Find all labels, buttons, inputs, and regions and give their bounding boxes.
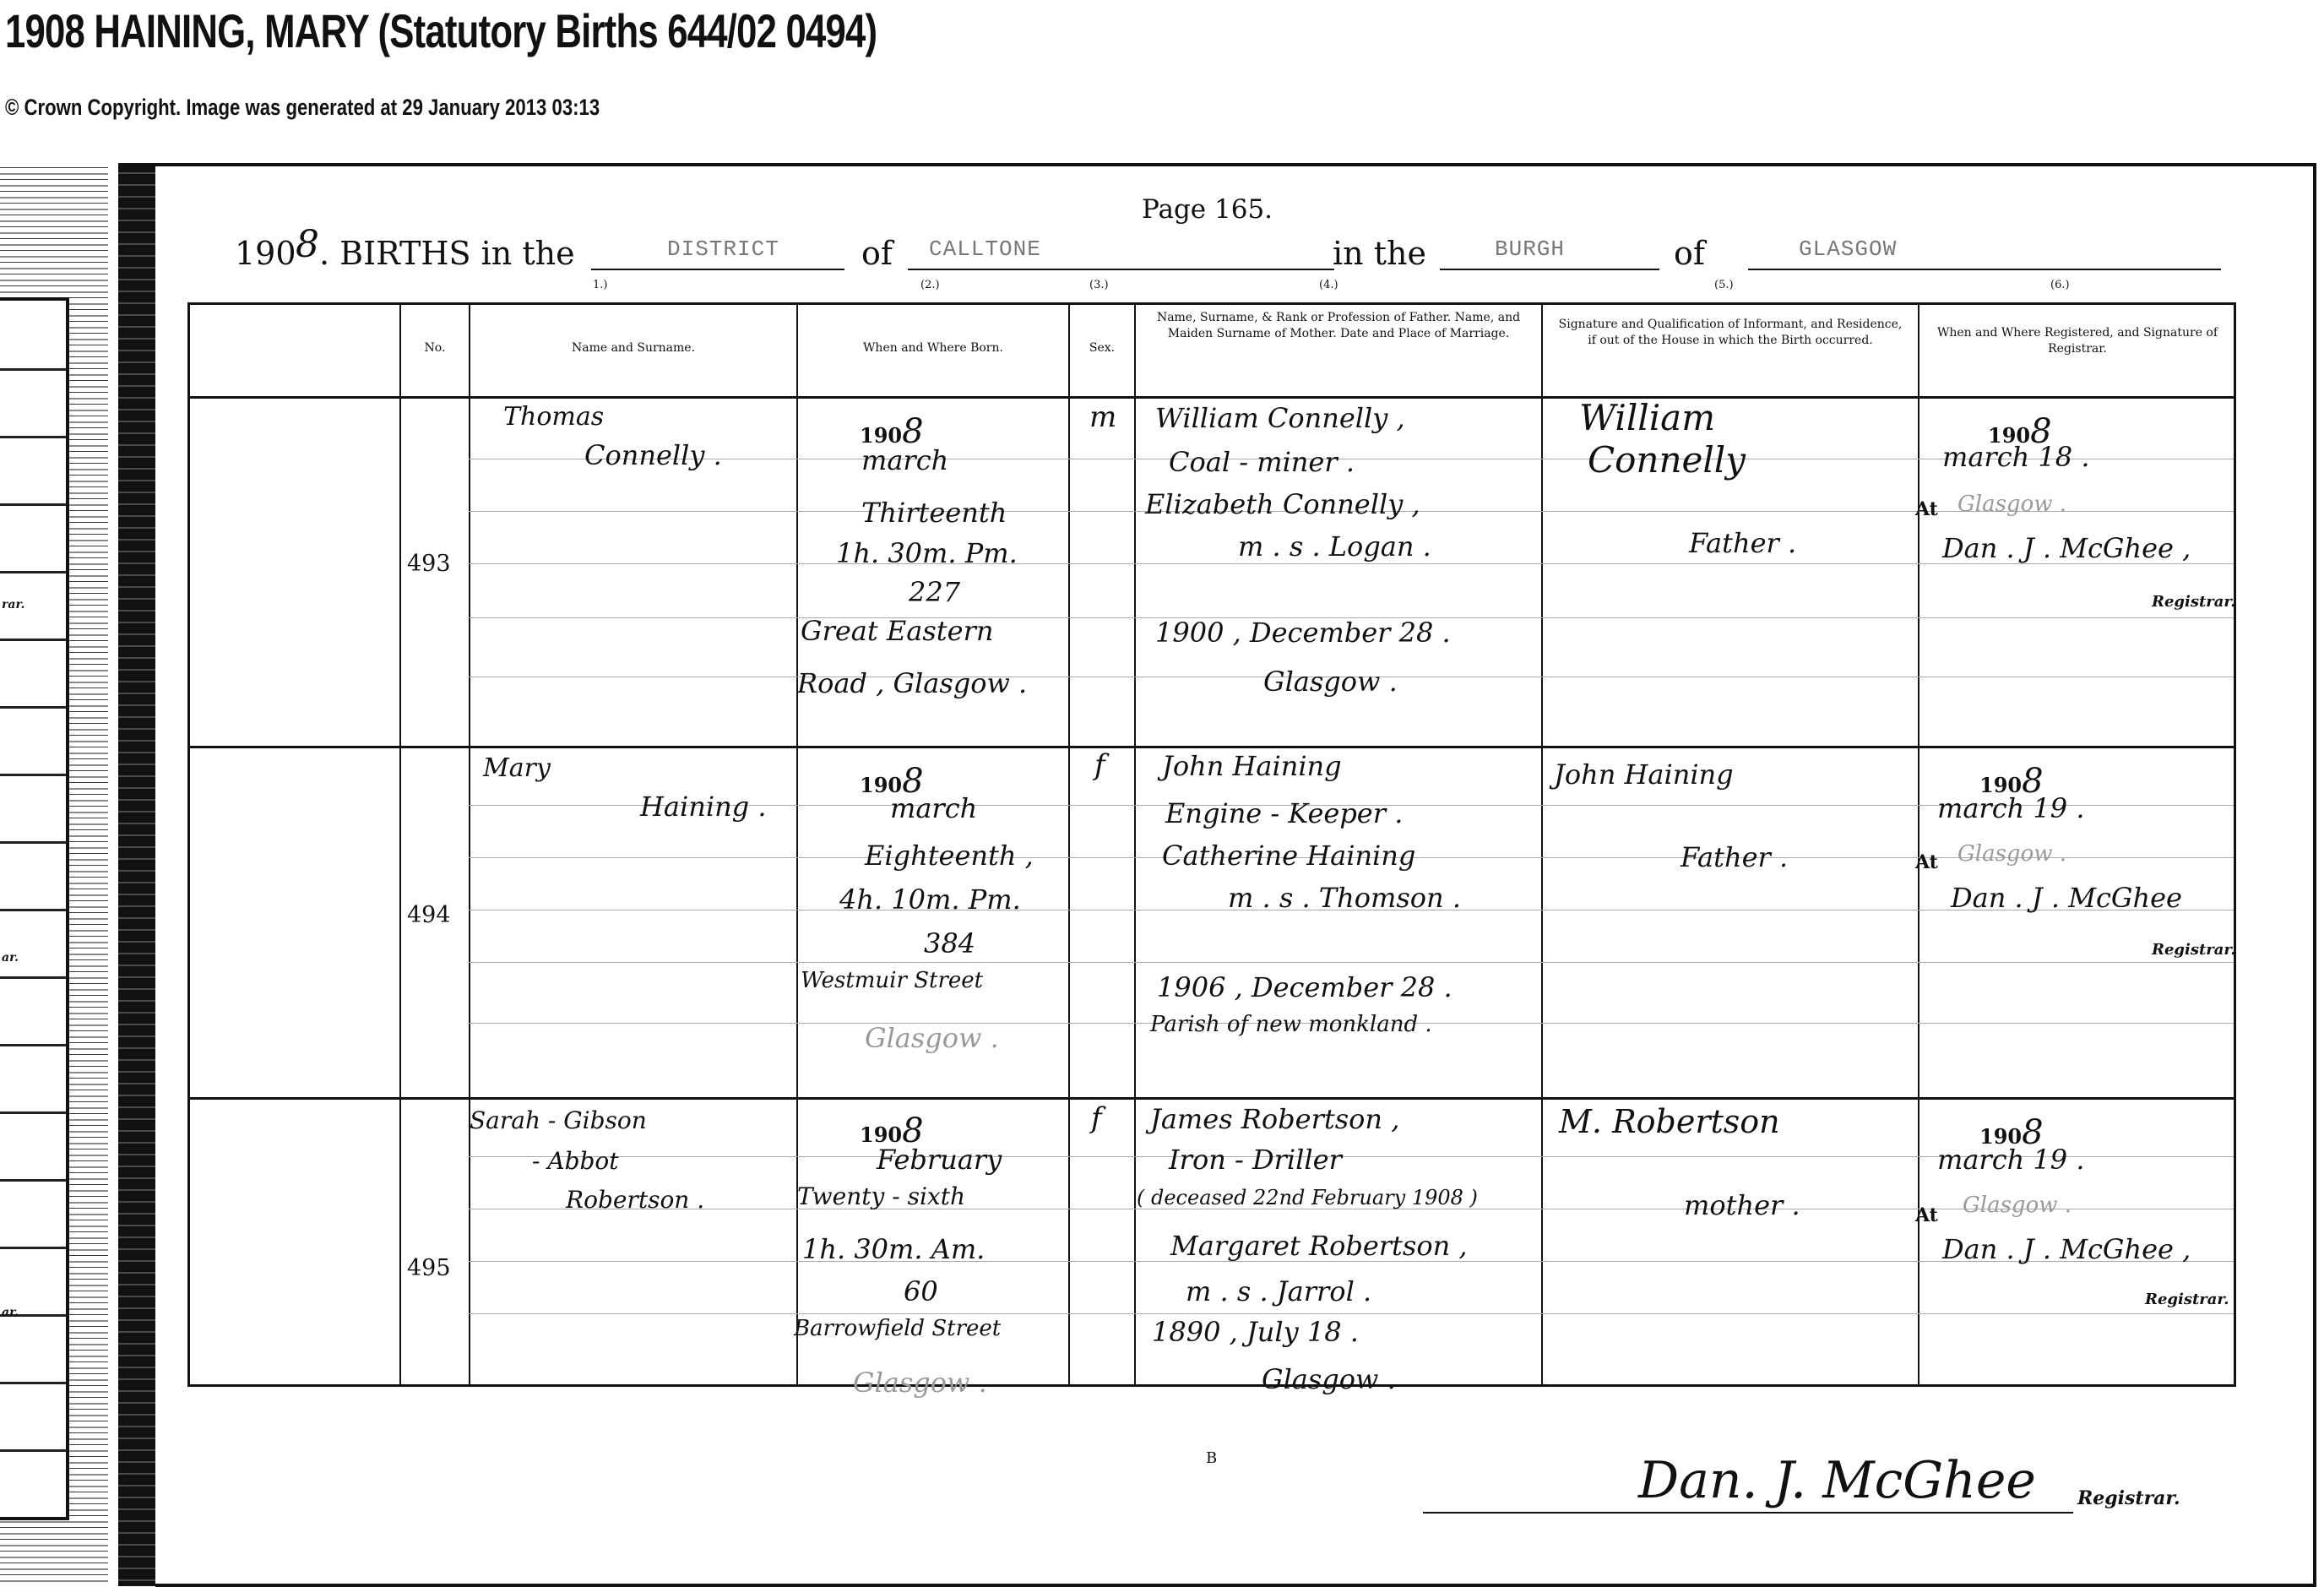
registrar-fragment: rar. — [2, 598, 25, 611]
registrar-label: Registrar. — [2145, 1291, 2229, 1308]
marriage-place: Glasgow . — [1263, 666, 1398, 698]
header-row-line — [190, 396, 2234, 399]
birth-place: Glasgow . — [865, 1022, 999, 1054]
birth-house-number: 227 — [909, 576, 961, 608]
mother-name: Margaret Robertson , — [1170, 1230, 1468, 1262]
registrar-fragment: ar. — [2, 951, 19, 965]
registration-date: march 19 . — [1937, 792, 2085, 824]
birth-time: 1h. 30m. Pm. — [836, 537, 1018, 569]
registrar-label: Registrar. — [2152, 593, 2236, 611]
of-label-2: of — [1674, 235, 1705, 272]
birth-year: 1908 — [860, 762, 924, 801]
birth-place: Road , Glasgow . — [797, 667, 1028, 699]
column-divider — [469, 305, 470, 1384]
column-divider — [1541, 305, 1543, 1384]
previous-page-table — [0, 297, 69, 1520]
registration-year: 1908 — [1979, 1113, 2044, 1152]
registrar-signature: Dan . J . McGhee , — [1942, 532, 2191, 564]
entry-number: 494 — [407, 902, 451, 928]
column-number: 1.) — [593, 279, 608, 291]
birth-house-number: 60 — [904, 1275, 938, 1307]
marriage-date: 1900 , December 28 . — [1155, 617, 1451, 649]
registration-place: Glasgow . — [1963, 1193, 2072, 1218]
father-name: William Connelly , — [1155, 402, 1405, 434]
column-number: (6.) — [2050, 279, 2070, 291]
copyright-notice: © Crown Copyright. Image was generated at 29 January 2013 03:13 — [5, 95, 600, 120]
year-digit: 8 — [296, 223, 319, 266]
birth-day: Thirteenth — [861, 497, 1007, 529]
father-occupation: Coal - miner . — [1169, 446, 1355, 478]
registration-place: Glasgow . — [1957, 841, 2067, 867]
sex: f — [1094, 748, 1105, 782]
marriage-place: Glasgow . — [1262, 1363, 1396, 1395]
column-divider — [1134, 305, 1136, 1384]
burgh-name-underline — [1748, 269, 2221, 270]
entry-number: 495 — [407, 1255, 451, 1281]
mother-maiden-name: m . s . Jarrol . — [1186, 1275, 1372, 1307]
registrar-signature: Dan . J . McGhee — [1951, 882, 2182, 914]
birth-street: Great Eastern — [801, 615, 994, 647]
child-surname: Haining . — [640, 791, 767, 823]
registered-at-label: At — [1915, 851, 1938, 873]
mother-name: Elizabeth Connelly , — [1145, 488, 1420, 520]
district-stamp: DISTRICT — [667, 236, 779, 262]
child-first-name: Sarah - Gibson — [470, 1106, 647, 1134]
birth-time: 1h. 30m. Am. — [802, 1233, 986, 1265]
father-occupation: Iron - Driller — [1169, 1144, 1342, 1176]
registration-year: 1908 — [1988, 412, 2052, 451]
marriage-date: 1890 , July 18 . — [1152, 1316, 1359, 1348]
entry-number: 493 — [407, 551, 451, 577]
signature-line — [1423, 1512, 2073, 1514]
burgh-stamp: BURGH — [1495, 236, 1566, 262]
burgh-name-stamp: GLASGOW — [1799, 236, 1898, 262]
header-name: Name and Surname. — [571, 341, 696, 355]
birth-place: Glasgow . — [853, 1367, 987, 1399]
registrar-fragment: ar. — [2, 1306, 19, 1319]
column-number: (4.) — [1319, 279, 1338, 291]
column-divider — [399, 305, 401, 1384]
record-title: 1908 HAINING, MARY (Statutory Births 644/02 0494) — [5, 4, 877, 57]
birth-month: march — [890, 792, 978, 824]
informant-relation: Father . — [1689, 527, 1797, 559]
header-informant: Signature and Qualification of Informant, and Residence, if out of the House in which the Birth occurred. — [1558, 318, 1903, 347]
mother-maiden-name: m . s . Thomson . — [1228, 882, 1461, 914]
informant-signature: William — [1579, 397, 1716, 438]
header-parents: Name, Surname, & Rank or Profession of Father. Name, and Maiden Surname of Mother. Date and Place of Marriage. — [1156, 311, 1521, 340]
birth-month: February — [877, 1144, 1002, 1176]
registered-at-label: At — [1915, 1204, 1938, 1226]
header-registered: When and Where Registered, and Signature of Registrar. — [1936, 326, 2218, 356]
marriage-date: 1906 , December 28 . — [1157, 971, 1452, 1003]
district-name-stamp: CALLTONE — [929, 236, 1041, 262]
entry-divider — [190, 1097, 2234, 1100]
district-underline — [591, 269, 844, 270]
child-middle-name: - Abbot — [532, 1147, 619, 1175]
year-prefix: 190 — [235, 235, 296, 272]
sex: m — [1089, 400, 1117, 434]
district-name-underline — [908, 269, 1334, 270]
header-sex: Sex. — [1089, 341, 1116, 355]
child-first-name: Mary — [483, 753, 551, 783]
book-binding — [118, 163, 155, 1586]
child-surname: Connelly . — [584, 439, 722, 471]
header-when-where-born: When and Where Born. — [863, 341, 1003, 355]
registration-date: march 19 . — [1937, 1144, 2085, 1176]
in-the-label: in the — [1333, 235, 1426, 272]
births-heading: . BIRTHS in the — [319, 235, 575, 272]
registrar-signature: Dan . J . McGhee , — [1942, 1233, 2191, 1265]
registrar-footer-label: Registrar. — [2077, 1487, 2180, 1509]
birth-house-number: 384 — [924, 927, 976, 959]
mother-name: Catherine Haining — [1162, 840, 1416, 872]
informant-signature: M. Robertson — [1559, 1103, 1780, 1140]
birth-day: Twenty - sixth — [797, 1182, 965, 1210]
birth-year: 1908 — [860, 1111, 924, 1150]
page-marker: B — [1206, 1449, 1218, 1467]
informant-signature-2: Connelly — [1588, 439, 1746, 481]
header-no: No. — [424, 341, 446, 355]
birth-year: 1908 — [860, 412, 924, 451]
father-note: ( deceased 22nd February 1908 ) — [1137, 1186, 1478, 1209]
column-number: (5.) — [1714, 279, 1734, 291]
child-first-name: Thomas — [503, 402, 605, 432]
birth-time: 4h. 10m. Pm. — [839, 883, 1021, 916]
informant-relation: mother . — [1684, 1189, 1800, 1221]
father-name: James Robertson , — [1150, 1103, 1400, 1135]
mother-maiden-name: m . s . Logan . — [1238, 530, 1431, 563]
of-label: of — [861, 235, 893, 272]
burgh-underline — [1440, 269, 1659, 270]
registration-place: Glasgow . — [1957, 492, 2067, 517]
registrar-label: Registrar. — [2152, 941, 2236, 959]
registration-year: 1908 — [1979, 762, 2044, 801]
birth-street: Barrowfield Street — [794, 1316, 1002, 1341]
father-occupation: Engine - Keeper . — [1165, 797, 1404, 829]
informant-signature: John Haining — [1554, 758, 1734, 791]
birth-street: Westmuir Street — [801, 968, 984, 993]
informant-relation: Father . — [1681, 841, 1789, 873]
child-surname: Robertson . — [566, 1186, 705, 1214]
column-number: (3.) — [1089, 279, 1109, 291]
column-number: (2.) — [920, 279, 940, 291]
registration-date: march 18 . — [1942, 441, 2090, 473]
column-divider — [1068, 305, 1070, 1384]
sex: f — [1091, 1101, 1102, 1135]
column-divider — [796, 305, 798, 1384]
entry-divider — [190, 746, 2234, 748]
birth-day: Eighteenth , — [865, 840, 1034, 872]
page-number: Page 165. — [1142, 194, 1273, 225]
marriage-place: Parish of new monkland . — [1150, 1012, 1432, 1037]
father-name: John Haining — [1162, 750, 1342, 782]
birth-month: march — [861, 444, 949, 476]
registered-at-label: At — [1915, 498, 1938, 520]
registrar-footer-signature: Dan. J. McGhee — [1638, 1451, 2036, 1510]
